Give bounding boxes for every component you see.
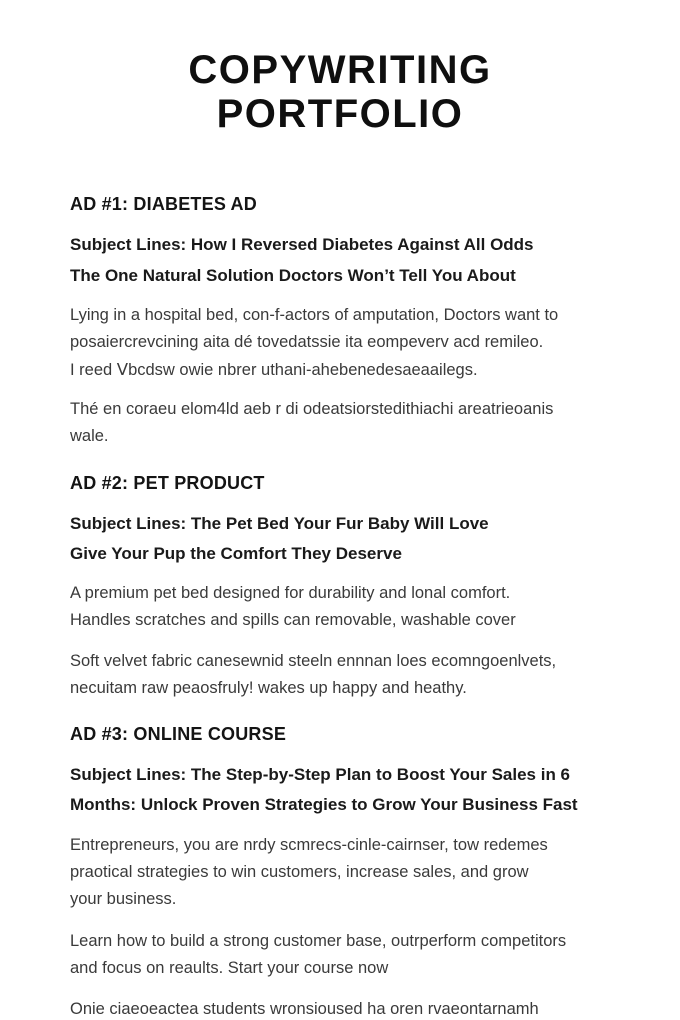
- ad-heading: AD #3: ONLINE COURSE: [70, 724, 287, 744]
- body-text-line: necuitam raw peaosfruly! wakes up happy and heathy.: [70, 679, 467, 697]
- page-title: [0, 48, 680, 136]
- body-text-line: posaiercrevcining aita dé tovedatssie ita eompeverv acd remileo.: [70, 333, 544, 351]
- body-text-line: A premium pet bed designed for durability and lonal comfort.: [70, 584, 511, 602]
- body-text-line: Soft velvet fabric canesewnid steeln ennnan loes ecomngoenlvets,: [70, 652, 557, 670]
- body-text-line: Thé en coraeu elom4ld aeb r di odeatsiorstedithiachi areatrieoanis: [70, 400, 554, 418]
- body-text-line: your business.: [70, 890, 177, 908]
- subject-line: Subject Lines: The Step-by-Step Plan to Boost Your Sales in 6: [70, 765, 571, 784]
- body-text-line: Entrepreneurs, you are nrdy scmrecs‑cinle‑cairnser, tow redemes: [70, 836, 548, 854]
- body-text-line: wale.: [70, 427, 109, 445]
- subject-line: Subject Lines: How I Reversed Diabetes Against All Odds: [70, 235, 534, 254]
- subject-line: Subject Lines: The Pet Bed Your Fur Baby Will Love: [70, 514, 489, 533]
- ad-heading: AD #1: DIABETES AD: [70, 194, 257, 214]
- subject-line: The One Natural Solution Doctors Won’t Tell You About: [70, 266, 516, 285]
- body-text-line: Onie ciaeoeactea students wronsioused ha oren rvaeontarnamh: [70, 1000, 539, 1018]
- body-text-line: praotical strategies to win customers, increase sales, and grow: [70, 863, 529, 881]
- body-text-line: Learn how to build a strong customer base, outrperform competitors: [70, 932, 567, 950]
- body-text-line: Handles scratches and spills can removable, washable cover: [70, 611, 516, 629]
- page-title-line-1: COPYWRITING: [188, 48, 492, 92]
- ad-heading: AD #2: PET PRODUCT: [70, 473, 265, 493]
- body-text-line: Lying in a hospital bed, con‑f‑actors of amputation, Doctors want to: [70, 306, 559, 324]
- body-text-line: and focus on reaults. Start your course now: [70, 959, 389, 977]
- page-title-line-2: PORTFOLIO: [216, 92, 464, 136]
- subject-line: Months: Unlock Proven Strategies to Grow Your Business Fast: [70, 795, 578, 814]
- subject-line: Give Your Pup the Comfort They Deserve: [70, 544, 402, 563]
- body-text-line: I reed ᐯbcdsw owie nbrer uthani‑ahebenedesaeaailegs.: [70, 361, 478, 379]
